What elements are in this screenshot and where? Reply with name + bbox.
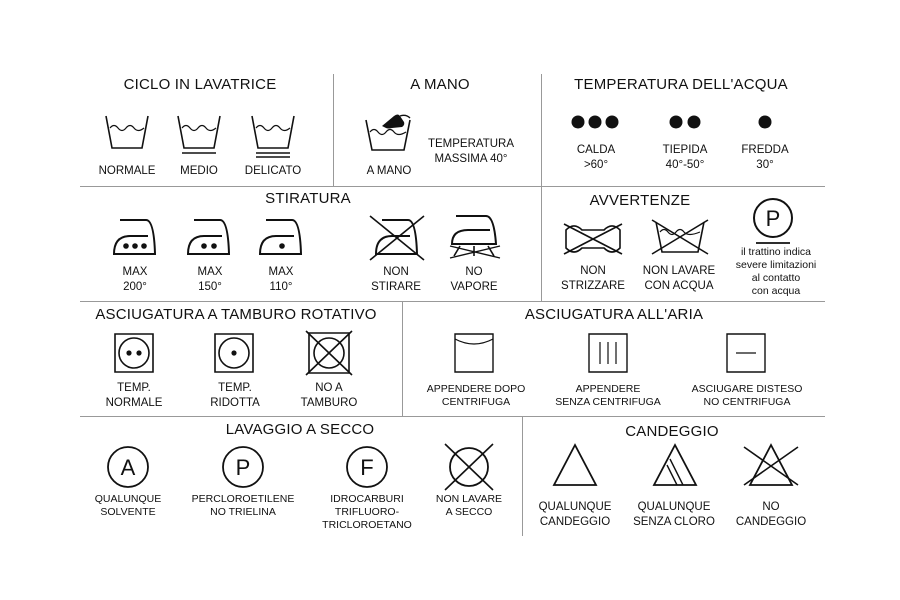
section-title-amano: A MANO	[410, 76, 470, 93]
no-dry-clean-icon	[443, 442, 495, 492]
wash-tub-medio-icon	[176, 114, 222, 156]
no-wring-icon	[562, 222, 624, 256]
label-calda: CALDA >60°	[576, 144, 616, 171]
no-tumble-dry-icon	[304, 330, 354, 376]
label-max-110: MAX 110°	[268, 266, 294, 293]
label-temp-ridotta: TEMP. RIDOTTA	[210, 382, 260, 409]
two-dots-warm-icon	[668, 114, 702, 130]
divider-tamburo-aria	[402, 301, 403, 416]
section-title-ciclo: CICLO IN LAVATRICE	[123, 76, 277, 93]
label-idrocarburi: IDROCARBURI TRIFLUORO- TRICLOROETANO	[322, 493, 412, 531]
section-title-stiratura: STIRATURA	[265, 190, 351, 207]
three-dots-hot-icon	[570, 114, 620, 130]
section-title-secco: LAVAGGIO A SECCO	[225, 421, 375, 438]
divider-secco-candeggio	[522, 416, 523, 536]
iron-no-steam-icon	[446, 210, 504, 260]
iron-crossed-icon	[368, 212, 426, 262]
divider-row-1	[80, 186, 825, 187]
circle-p-restricted-icon	[750, 196, 796, 246]
label-qualunque-solvente: QUALUNQUE SOLVENTE	[94, 493, 162, 518]
svg-text:P: P	[235, 455, 251, 480]
label-tiepida: TIEPIDA 40°-50°	[662, 144, 708, 171]
label-qualunque-candeggio: QUALUNQUE CANDEGGIO	[538, 501, 612, 528]
svg-text:F: F	[360, 455, 374, 480]
label-normale: NORMALE	[98, 165, 156, 177]
section-title-aria: ASCIUGATURA ALL'ARIA	[524, 306, 704, 323]
divider-amano-temperatura	[541, 74, 542, 301]
label-trattino-nota: il trattino indica severe limitazioni al contatto con acqua	[735, 246, 817, 297]
label-non-stirare: NON STIRARE	[371, 266, 421, 293]
label-no-vapore: NO VAPORE	[450, 266, 498, 293]
one-dot-cold-icon	[757, 114, 773, 130]
svg-text:A: A	[120, 455, 136, 480]
label-fredda: FREDDA 30°	[741, 144, 789, 171]
no-water-wash-icon	[650, 218, 710, 256]
label-non-lavare-secco: NON LAVARE A SECCO	[435, 493, 503, 518]
drip-dry-icon	[588, 333, 628, 373]
section-title-candeggio: CANDEGGIO	[625, 423, 719, 440]
label-no-tamburo: NO A TAMBURO	[300, 382, 358, 409]
iron-three-dots-icon	[112, 216, 158, 256]
label-max-200: MAX 200°	[122, 266, 148, 293]
no-bleach-icon	[742, 441, 800, 489]
wash-tub-normal-icon	[104, 114, 150, 150]
label-senza-cloro: QUALUNQUE SENZA CLORO	[633, 501, 715, 528]
section-title-temperatura: TEMPERATURA DELL'ACQUA	[574, 76, 788, 93]
tumble-dry-low-icon	[214, 333, 254, 373]
label-asciugare-disteso: ASCIUGARE DISTESO NO CENTRIFUGA	[691, 383, 803, 408]
label-non-strizzare: NON STRIZZARE	[561, 265, 625, 292]
divider-ciclo-amano	[333, 74, 334, 186]
dry-clean-a-icon	[106, 445, 150, 489]
tumble-dry-normal-icon	[114, 333, 154, 373]
wash-tub-delicato-icon	[250, 114, 296, 160]
label-appendere-senza: APPENDERE SENZA CENTRIFUGA	[555, 383, 661, 408]
divider-row-2	[80, 301, 825, 302]
bleach-any-icon	[552, 443, 598, 487]
label-temperatura-massima: TEMPERATURA MASSIMA 40°	[427, 138, 515, 165]
label-max-150: MAX 150°	[197, 266, 223, 293]
label-delicato: DELICATO	[244, 165, 302, 177]
divider-row-3	[80, 416, 825, 417]
iron-two-dots-icon	[186, 216, 232, 256]
section-title-tamburo: ASCIUGATURA A TAMBURO ROTATIVO	[95, 306, 377, 323]
line-dry-icon	[454, 333, 494, 373]
label-temp-normale: TEMP. NORMALE	[105, 382, 163, 409]
hand-wash-icon	[364, 112, 414, 152]
dry-clean-f-icon	[345, 445, 389, 489]
label-non-lavare-acqua: NON LAVARE CON ACQUA	[642, 265, 716, 292]
label-appendere-dopo: APPENDERE DOPO CENTRIFUGA	[426, 383, 526, 408]
dry-flat-icon	[726, 333, 766, 373]
svg-text:P: P	[765, 206, 781, 231]
label-medio: MEDIO	[180, 165, 218, 177]
bleach-non-chlorine-icon	[652, 443, 698, 487]
section-title-avvertenze: AVVERTENZE	[589, 192, 691, 209]
iron-one-dot-icon	[258, 216, 304, 256]
label-no-candeggio: NO CANDEGGIO	[735, 501, 807, 528]
label-a-mano: A MANO	[366, 165, 412, 177]
dry-clean-p-icon	[221, 445, 265, 489]
label-percloroetilene: PERCLOROETILENE NO TRIELINA	[191, 493, 295, 518]
